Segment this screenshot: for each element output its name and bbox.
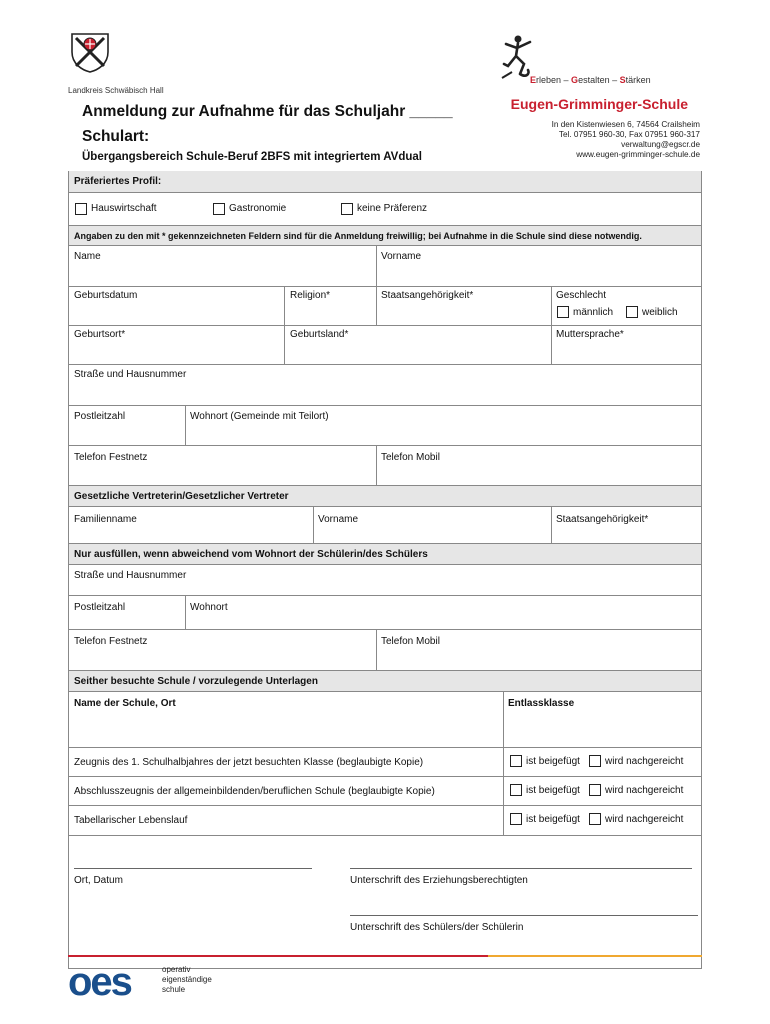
weiblich-checkbox[interactable] <box>626 306 638 318</box>
oes-logo-icon <box>68 963 160 999</box>
maennlich-checkbox[interactable] <box>557 306 569 318</box>
schule-name-ort-field[interactable]: Name der Schule, Ort <box>74 698 176 709</box>
form-subtitle: Übergangsbereich Schule-Beruf 2BFS mit integriertem AVdual <box>82 151 422 163</box>
wohnort-field[interactable]: Wohnort (Gemeinde mit Teilort) <box>190 411 329 422</box>
profil-hauswirtschaft-checkbox[interactable] <box>75 203 87 215</box>
profil-keine-checkbox[interactable] <box>341 203 353 215</box>
muttersprache-field[interactable]: Muttersprache* <box>556 329 624 340</box>
entlassklasse-field[interactable]: Entlassklasse <box>508 698 575 709</box>
landkreis-label: Landkreis Schwäbisch Hall <box>68 86 164 95</box>
geburtsort-field[interactable]: Geburtsort* <box>74 329 126 340</box>
telefon-mobil-field[interactable]: Telefon Mobil <box>381 452 440 463</box>
zeugnis-nachgereicht-checkbox[interactable] <box>589 755 601 767</box>
oes-logo-text: oes <box>68 963 131 999</box>
schule-header: Seither besuchte Schule / vorzulegende Unterlagen <box>69 670 701 692</box>
unterschrift-erziehungsberechtigte-line[interactable] <box>350 868 692 869</box>
registration-form <box>68 171 702 969</box>
abschluss-beigefuegt-checkbox[interactable] <box>510 784 522 796</box>
profil-header: Präferiertes Profil: <box>69 171 701 193</box>
unterschrift-schueler-label: Unterschrift des Schülers/der Schülerin <box>350 922 524 933</box>
vertreter-familienname-field[interactable]: Familienname <box>74 514 137 525</box>
vertreter-staatsangehoerigkeit-field[interactable]: Staatsangehörigkeit* <box>556 514 649 525</box>
profil-gastronomie-checkbox[interactable] <box>213 203 225 215</box>
zeugnis-beigefuegt-checkbox[interactable] <box>510 755 522 767</box>
schulart-label: Schulart: <box>82 128 150 145</box>
lebenslauf-nachgereicht-label: wird nachgereicht <box>605 814 684 825</box>
dokument-lebenslauf-label: Tabellarischer Lebenslauf <box>74 815 188 826</box>
profil-hauswirtschaft-label: Hauswirtschaft <box>91 203 157 214</box>
staatsangehoerigkeit-field[interactable]: Staatsangehörigkeit* <box>381 290 474 301</box>
ort-datum-line[interactable] <box>74 868 312 869</box>
lebenslauf-beigefuegt-checkbox[interactable] <box>510 813 522 825</box>
zeugnis-nachgereicht-label: wird nachgereicht <box>605 756 684 767</box>
school-motto: Erleben – Gestalten – Stärken <box>530 75 651 85</box>
profil-gastronomie-label: Gastronomie <box>229 203 287 214</box>
maennlich-label: männlich <box>573 307 614 318</box>
unterschrift-erziehungsberechtigte-label: Unterschrift des Erziehungsberechtigten <box>350 875 528 886</box>
freiwillig-notice: Angaben zu den mit * gekennzeichneten Feldern sind für die Anmeldung freiwillig; bei Aufnahme in die Schule sind diese notwendig. <box>69 225 701 246</box>
abweichend-strasse-field[interactable]: Straße und Hausnummer <box>74 570 187 581</box>
telefon-festnetz-field[interactable]: Telefon Festnetz <box>74 452 148 463</box>
name-field[interactable]: Name <box>74 251 101 262</box>
zeugnis-beigefuegt-label: ist beigefügt <box>526 756 580 767</box>
abschluss-nachgereicht-checkbox[interactable] <box>589 784 601 796</box>
vertreter-vorname-field[interactable]: Vorname <box>318 514 359 525</box>
abweichend-telefon-mobil-field[interactable]: Telefon Mobil <box>381 636 440 647</box>
oes-logo-caption: operativ eigenständige schule <box>162 965 212 994</box>
abweichend-wohnort-field[interactable]: Wohnort <box>190 602 228 613</box>
abschluss-nachgereicht-label: wird nachgereicht <box>605 785 684 796</box>
geburtsland-field[interactable]: Geburtsland* <box>290 329 349 340</box>
ort-datum-label: Ort, Datum <box>74 875 123 886</box>
footer-red-line <box>68 955 488 957</box>
footer-orange-line <box>488 955 702 957</box>
lebenslauf-beigefuegt-label: ist beigefügt <box>526 814 580 825</box>
dokument-zeugnis-label: Zeugnis des 1. Schulhalbjahres der jetzt besuchten Klasse (beglaubigte Kopie) <box>74 757 424 768</box>
religion-field[interactable]: Religion* <box>290 290 331 301</box>
geschlecht-label: Geschlecht <box>556 290 607 301</box>
landkreis-crest-icon <box>68 30 112 74</box>
plz-field[interactable]: Postleitzahl <box>74 411 126 422</box>
vertreter-header: Gesetzliche Vertreterin/Gesetzlicher Vertreter <box>69 485 701 507</box>
school-address: In den Kistenwiesen 6, 74564 Crailsheim Tel. 07951 960-30, Fax 07951 960-317 verwaltung@egscr.de www.eugen-grimminger-schule.de <box>551 120 700 159</box>
form-title: Anmeldung zur Aufnahme für das Schuljahr _____ <box>82 103 453 120</box>
lebenslauf-nachgereicht-checkbox[interactable] <box>589 813 601 825</box>
dokument-abschlusszeugnis-label: Abschlusszeugnis der allgemeinbildenden/beruflichen Schule (beglaubigte Kopie) <box>74 786 435 797</box>
school-figure-logo-icon <box>500 34 536 80</box>
unterschrift-schueler-line[interactable] <box>350 915 698 916</box>
abschluss-beigefuegt-label: ist beigefügt <box>526 785 580 796</box>
school-name: Eugen-Grimminger-Schule <box>510 96 688 112</box>
strasse-field[interactable]: Straße und Hausnummer <box>74 369 187 380</box>
abweichend-telefon-festnetz-field[interactable]: Telefon Festnetz <box>74 636 148 647</box>
abweichend-plz-field[interactable]: Postleitzahl <box>74 602 126 613</box>
vorname-field[interactable]: Vorname <box>381 251 422 262</box>
weiblich-label: weiblich <box>642 307 678 318</box>
abweichend-header: Nur ausfüllen, wenn abweichend vom Wohnort der Schülerin/des Schülers <box>69 543 701 565</box>
profil-keine-label: keine Präferenz <box>357 203 428 214</box>
geburtsdatum-field[interactable]: Geburtsdatum <box>74 290 138 301</box>
